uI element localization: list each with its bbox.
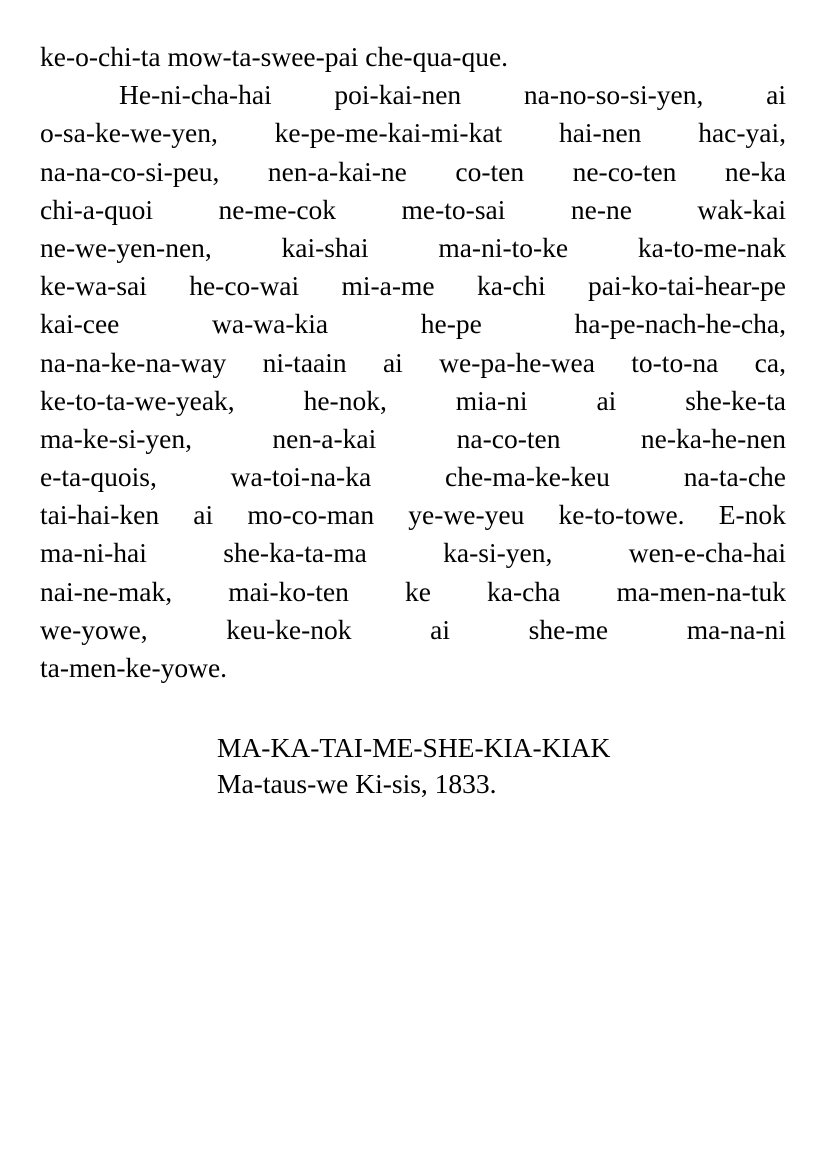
word: ke-pe-me-kai-mi-kat	[274, 117, 503, 149]
word: ka-to-me-nak	[637, 231, 786, 263]
word: he-pe	[420, 308, 482, 340]
word: he-nok,	[303, 384, 387, 416]
word: ne-we-yen-nen,	[40, 231, 212, 263]
text-line	[40, 76, 786, 114]
word: she-ka-ta-ma	[223, 537, 367, 569]
word: mi-a-me	[341, 270, 435, 302]
text-line	[40, 611, 786, 649]
word: tai-hai-ken	[40, 499, 160, 531]
word: ai	[382, 346, 403, 378]
word: ne-me-cok	[218, 193, 337, 225]
word: ka-cha	[487, 575, 561, 607]
word: ne-ka	[724, 155, 786, 187]
word: ma-ni-hai	[40, 537, 147, 569]
word: ai	[766, 79, 786, 111]
text-line	[40, 344, 786, 382]
word: ha-pe-nach-he-cha,	[574, 308, 786, 340]
word: ni-taain	[262, 346, 347, 378]
word: wak-kai	[697, 193, 786, 225]
word: poi-kai-nen	[334, 79, 462, 111]
signature-name: MA-KA-TAI-ME-SHE-KIA-KIAK	[217, 732, 611, 763]
text-line	[40, 229, 786, 267]
text-line	[40, 534, 786, 572]
word: ne-ne	[570, 193, 632, 225]
signature-block	[217, 730, 610, 802]
word: ke-to-ta-we-yeak,	[40, 384, 235, 416]
word: we-pa-he-wea	[439, 346, 595, 378]
word: she-ke-ta	[685, 384, 786, 416]
text-line	[40, 191, 786, 229]
text-line: ke-o-chi-ta mow-ta-swee-pai che-qua-que.	[40, 41, 509, 72]
word: He-ni-cha-hai	[119, 79, 272, 111]
word: ye-we-yeu	[408, 499, 525, 531]
word: nen-a-kai	[272, 422, 377, 454]
word: me-to-sai	[401, 193, 506, 225]
word: mo-co-man	[247, 499, 375, 531]
word: ma-ni-to-ke	[438, 231, 569, 263]
word: ma-men-na-tuk	[616, 575, 786, 607]
word: na-na-ke-na-way	[40, 346, 227, 378]
word: wen-e-cha-hai	[628, 537, 786, 569]
word: E-nok	[718, 499, 786, 531]
word: nen-a-kai-ne	[267, 155, 407, 187]
word: o-sa-ke-we-yen,	[40, 117, 218, 149]
word: kai-shai	[281, 231, 369, 263]
word: e-ta-quois,	[40, 461, 157, 493]
word: ca,	[754, 346, 786, 378]
text-line	[40, 496, 786, 534]
word: ne-co-ten	[572, 155, 677, 187]
signature-place-date: Ma-taus-we Ki-sis, 1833.	[217, 768, 497, 799]
word: to-to-na	[631, 346, 719, 378]
word: ai	[596, 384, 617, 416]
text-line	[40, 114, 786, 152]
text-line	[40, 382, 786, 420]
word: kai-cee	[40, 308, 120, 340]
text-line	[40, 420, 786, 458]
text-line	[40, 305, 786, 343]
word: wa-toi-na-ka	[230, 461, 372, 493]
word: chi-a-quoi	[40, 193, 154, 225]
word: she-me	[528, 613, 609, 645]
text-line	[40, 458, 786, 496]
word: na-co-ten	[456, 422, 561, 454]
word: hai-nen	[558, 117, 642, 149]
word: hac-yai,	[698, 117, 786, 149]
word: na-no-so-si-yen,	[523, 79, 704, 111]
word: ai	[193, 499, 214, 531]
word: ke-to-towe.	[558, 499, 685, 531]
word: wa-wa-kia	[212, 308, 329, 340]
text-line	[40, 153, 786, 191]
word: mia-ni	[455, 384, 528, 416]
word: ma-na-ni	[686, 613, 786, 645]
document-body	[40, 38, 786, 687]
word: ne-ka-he-nen	[640, 422, 786, 454]
word: we-yowe,	[40, 613, 148, 645]
text-line: ta-men-ke-yowe.	[40, 652, 228, 683]
word: ka-chi	[476, 270, 546, 302]
word: ai	[430, 613, 451, 645]
word: na-ta-che	[683, 461, 786, 493]
word: he-co-wai	[189, 270, 300, 302]
word: ka-si-yen,	[443, 537, 553, 569]
word: nai-ne-mak,	[40, 575, 173, 607]
word: na-na-co-si-peu,	[40, 155, 220, 187]
word: che-ma-ke-keu	[444, 461, 610, 493]
word: ma-ke-si-yen,	[40, 422, 192, 454]
text-line	[40, 573, 786, 611]
word: pai-ko-tai-hear-pe	[588, 270, 786, 302]
word: ke	[404, 575, 431, 607]
word: co-ten	[455, 155, 525, 187]
word: mai-ko-ten	[228, 575, 349, 607]
word: keu-ke-nok	[226, 613, 352, 645]
word: ke-wa-sai	[40, 270, 147, 302]
text-line	[40, 267, 786, 305]
